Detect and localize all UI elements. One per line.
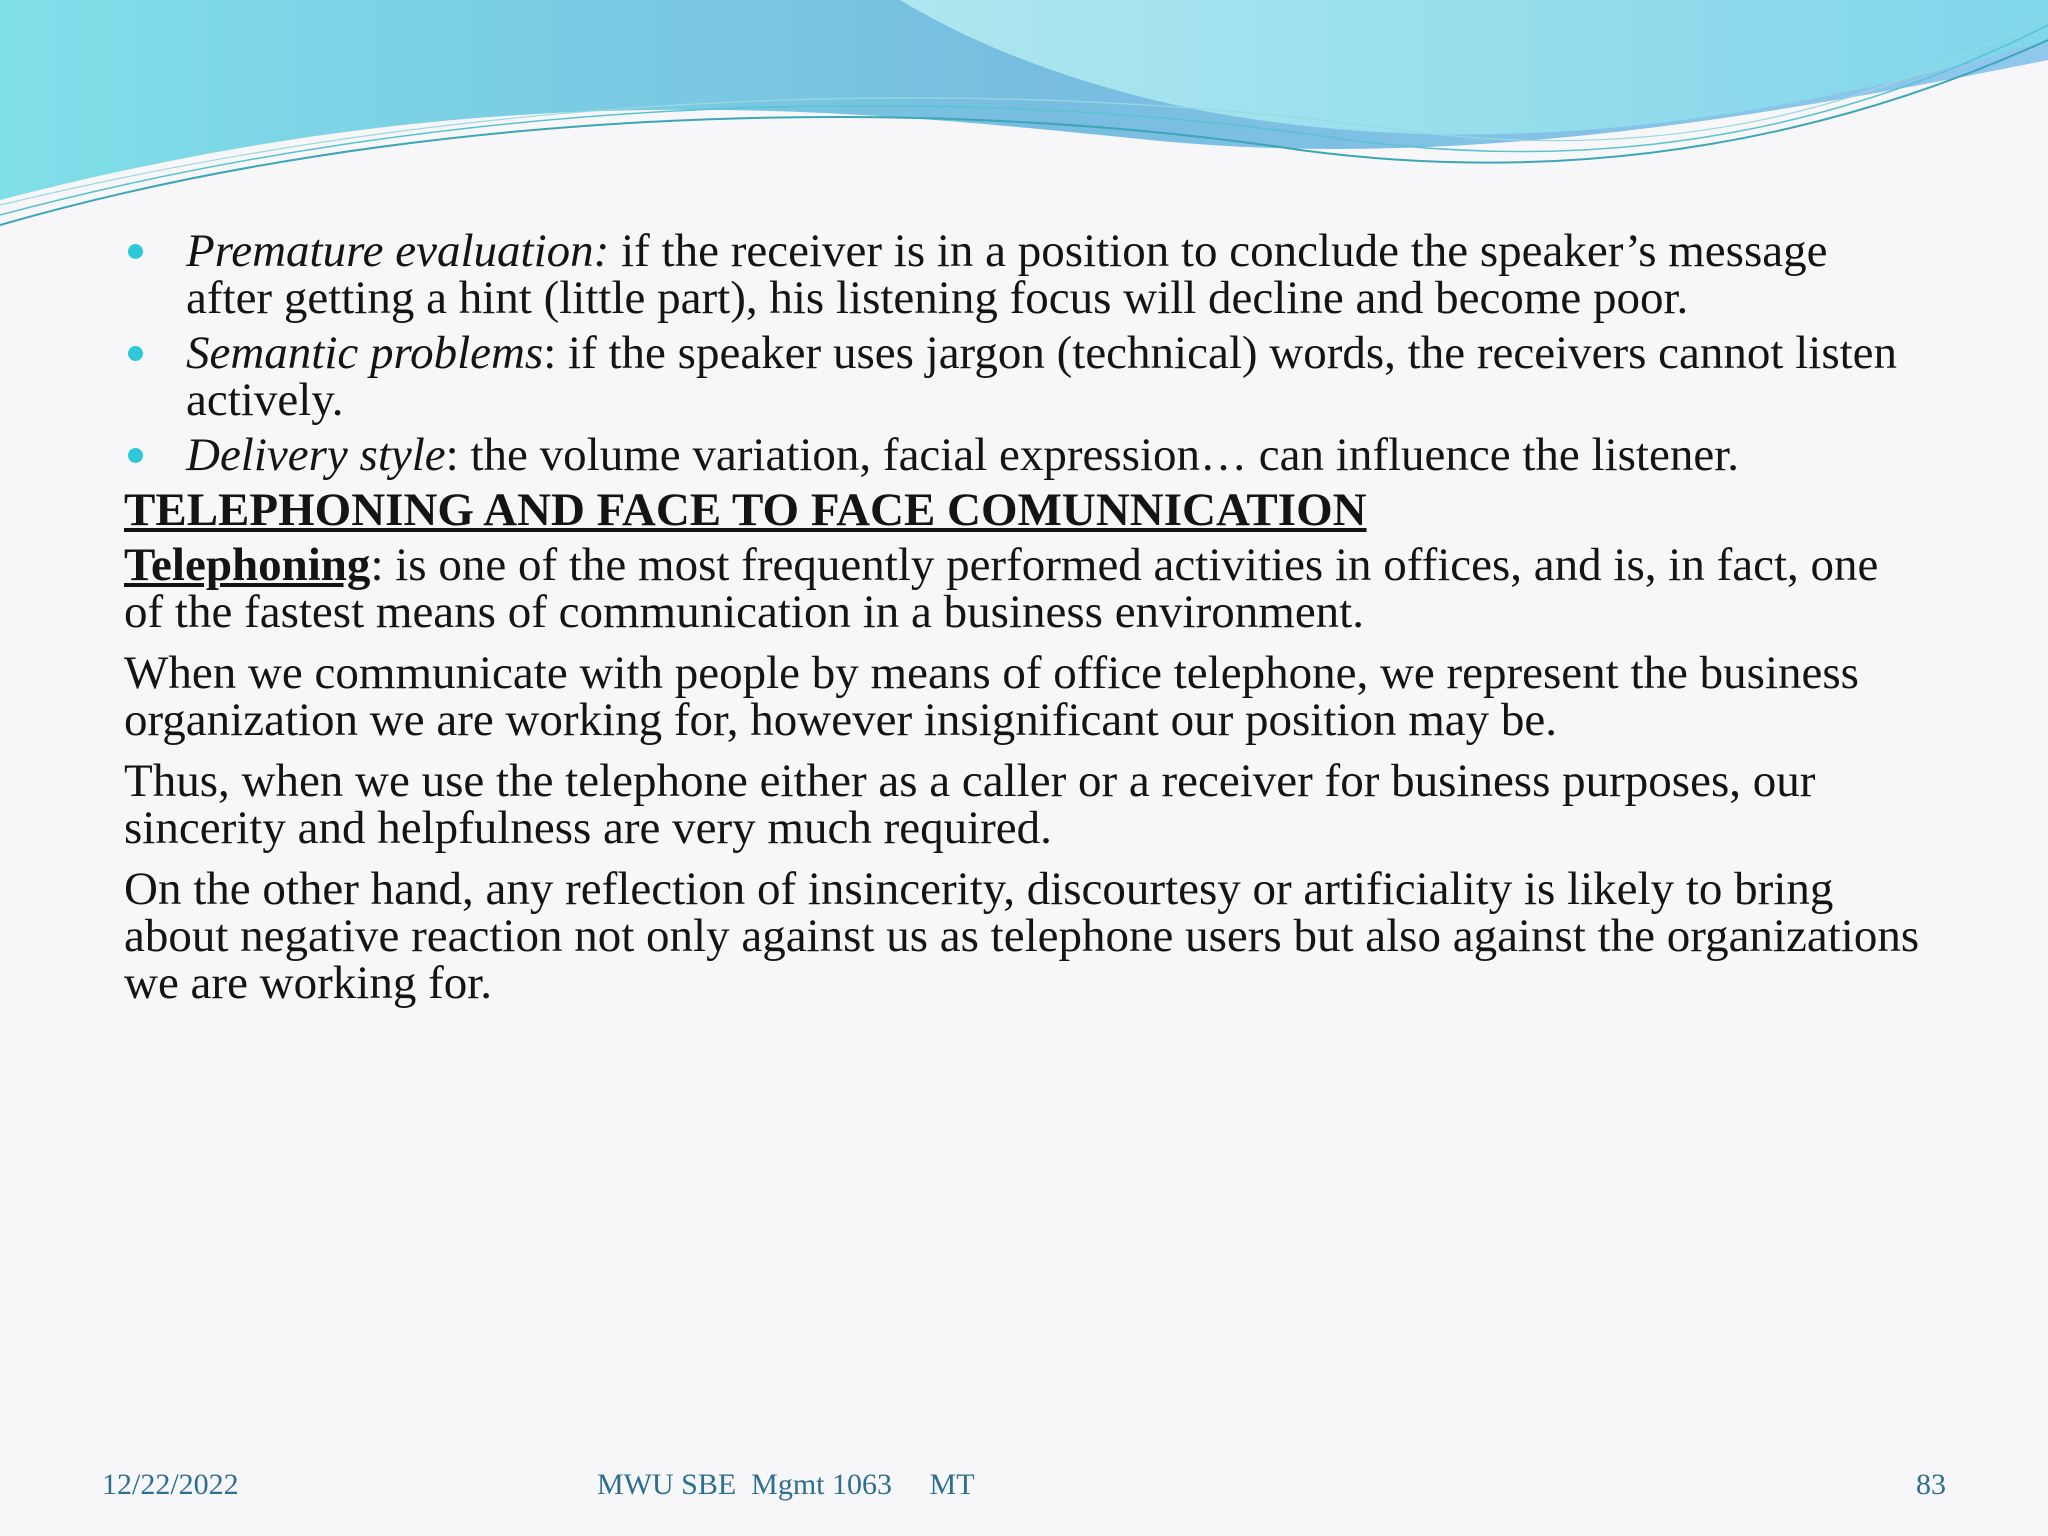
list-item [124, 225, 1924, 324]
decorative-wave-banner [0, 0, 2048, 240]
bullet-text: if the receiver is in a position to conclude the speaker’s message after getting a hint (little part), his listening focus will decline and become poor. [186, 225, 1828, 324]
telephoning-text: : is one of the most frequently performed activities in offices, and is, in fact, one of the fastest means of communication in a business environment. [124, 539, 1879, 638]
body-paragraph: When we communicate with people by means of office telephone, we represent the business organization we are working for, however insignificant our position may be. [124, 647, 1859, 746]
bullet-text: : the volume variation, facial expression… can influence the listener. [445, 429, 1740, 481]
section-heading: TELEPHONING AND FACE TO FACE COMUNNICATION [124, 484, 1367, 536]
slide-body [124, 225, 1924, 1021]
bullet-term: Delivery style [186, 429, 446, 481]
body-paragraph: Thus, when we use the telephone either as a caller or a receiver for business purposes, our sincerity and helpfulness are very much required. [124, 755, 1816, 854]
telephoning-term: Telephoning [124, 539, 371, 591]
bullet-text: : if the speaker uses jargon (technical) words, the receivers cannot listen actively. [186, 327, 1898, 426]
body-paragraph: On the other hand, any reflection of insincerity, discourtesy or artificiality is likely to bring about negative reaction not only against us as telephone users but also against the organizations we are working for. [124, 863, 1920, 1009]
list-item [124, 429, 1924, 481]
list-item [124, 327, 1924, 426]
bullet-dot-icon [128, 244, 143, 259]
bullet-list [124, 225, 1924, 481]
bullet-term: Premature evaluation: [186, 225, 610, 277]
telephoning-paragraph [124, 539, 1924, 638]
bullet-term: Semantic problems [186, 327, 544, 379]
bullet-dot-icon [128, 346, 143, 361]
footer-course: MWU SBE Mgmt 1063 MT [597, 1468, 975, 1501]
footer-page-number: 83 [1916, 1468, 1946, 1501]
bullet-dot-icon [128, 448, 143, 463]
footer-date: 12/22/2022 [102, 1468, 239, 1501]
